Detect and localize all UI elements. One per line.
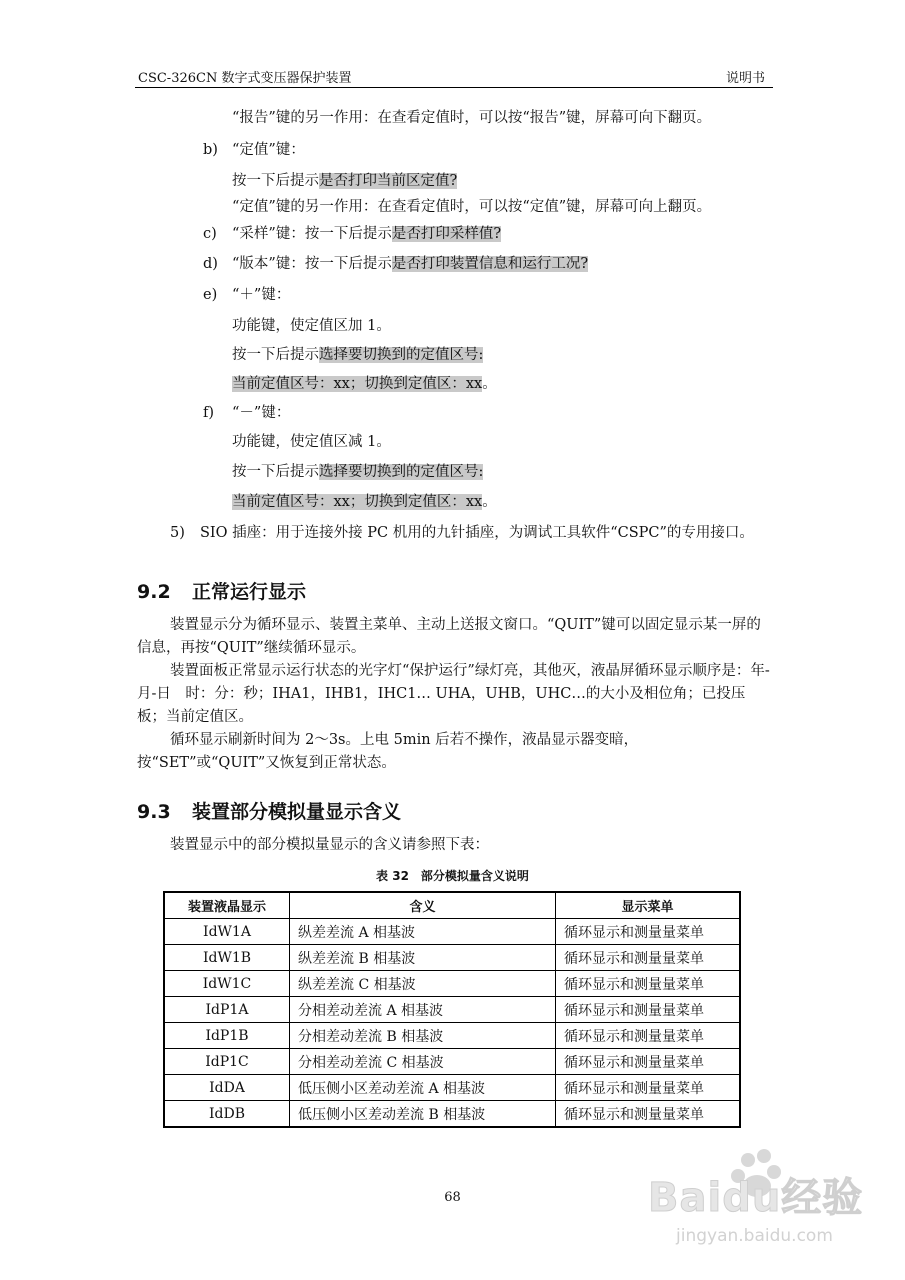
cell-display: IdW1A [164,919,290,945]
cell-meaning: 纵差差流 B 相基波 [290,945,556,971]
d-prefix: “版本”键：按一下后提示 [232,256,392,272]
f-current-end: 。 [482,494,497,510]
table-caption: 表 32 部分模拟量含义说明 [376,869,529,883]
page-number: 68 [444,1190,461,1205]
cell-menu: 循环显示和测量量菜单 [556,1075,741,1101]
cell-meaning: 分相差动差流 A 相基波 [290,997,556,1023]
section-9-3-title: 装置部分模拟量显示含义 [192,801,402,823]
item-e-title: “＋”键： [232,287,291,303]
cell-meaning: 纵差差流 A 相基波 [290,919,556,945]
e-prompt-highlight: 选择要切换到的定值区号: [319,347,484,363]
report-key-note: “报告”键的另一作用：在查看定值时，可以按“报告”键，屏幕可向下翻页。 [232,110,712,126]
cell-meaning: 纵差差流 C 相基波 [290,971,556,997]
cell-menu: 循环显示和测量量菜单 [556,1023,741,1049]
baidu-watermark [640,1148,870,1258]
section-9-2-title: 正常运行显示 [192,581,307,603]
cell-display: IdW1B [164,945,290,971]
item-b-label: b) [203,142,218,158]
table-row [164,1049,740,1075]
table-row [164,919,740,945]
section-9-3-intro: 装置显示中的部分模拟量显示的含义请参照下表： [170,837,489,853]
item-f-current [232,492,497,512]
cell-display: IdP1C [164,1049,290,1075]
item-d-text [232,254,588,274]
cell-display: IdP1B [164,1023,290,1049]
watermark-brand: Baidu经验 [648,1175,864,1221]
item-e-function: 功能键，使定值区加 1。 [232,318,391,334]
cell-menu: 循环显示和测量量菜单 [556,919,741,945]
table-row [164,971,740,997]
section-9-2-para-3: 循环显示刷新时间为 2～3s。上电 5min 后若不操作，液晶显示器变暗，按“SET”或“QUIT”又恢复到正常状态。 [137,732,639,771]
f-prompt-prefix: 按一下后提示 [232,464,319,480]
cell-meaning: 低压侧小区差动差流 B 相基波 [290,1101,556,1128]
cell-display: IdDA [164,1075,290,1101]
section-9-2-para-1: 装置显示分为循环显示、装置主菜单、主动上送报文窗口。“QUIT”键可以固定显示某一屏的信息，再按“QUIT”继续循环显示。 [137,617,761,656]
item-f-function: 功能键，使定值区减 1。 [232,434,391,450]
table-row [164,945,740,971]
table-row [164,1023,740,1049]
item-e-prompt [232,345,483,365]
prompt-highlight: 是否打印当前区定值? [319,173,458,189]
e-current-highlight: 当前定值区号：xx；切换到定值区：xx [232,376,483,392]
item-e-current [232,374,497,394]
analog-meaning-table [163,891,741,1128]
item-f-label: f) [203,405,215,421]
table-row [164,1075,740,1101]
header-divider [135,87,773,88]
item-f-title: “－”键： [232,405,291,421]
d-highlight: 是否打印装置信息和运行工况? [391,256,589,272]
cell-menu: 循环显示和测量量菜单 [556,1101,741,1128]
e-prompt-prefix: 按一下后提示 [232,347,319,363]
f-prompt-highlight: 选择要切换到的定值区号: [319,464,484,480]
item-5-text: SIO 插座：用于连接外接 PC 机用的九针插座，为调试工具软件“CSPC”的专用接口。 [200,525,754,541]
table-row [164,1101,740,1128]
table-header-row [164,892,740,919]
item-c-text [232,224,501,244]
f-current-highlight: 当前定值区号：xx；切换到定值区：xx [232,494,483,510]
item-b-prompt [232,171,457,191]
e-current-end: 。 [482,376,497,392]
cell-meaning: 低压侧小区差动差流 A 相基波 [290,1075,556,1101]
header-title: CSC-326CN 数字式变压器保护装置 [138,71,352,86]
cell-menu: 循环显示和测量量菜单 [556,945,741,971]
item-c-label: c) [203,226,217,242]
cell-menu: 循环显示和测量量菜单 [556,997,741,1023]
cell-display: IdW1C [164,971,290,997]
item-b-title: “定值”键： [232,142,305,158]
item-5-label: 5) [170,525,185,541]
item-f-prompt [232,462,483,482]
cell-meaning: 分相差动差流 C 相基波 [290,1049,556,1075]
cell-menu: 循环显示和测量量菜单 [556,1049,741,1075]
col-header-meaning: 含义 [290,892,556,919]
cell-menu: 循环显示和测量量菜单 [556,971,741,997]
col-header-display: 装置液晶显示 [164,892,290,919]
c-prefix: “采样”键：按一下后提示 [232,226,392,242]
prompt-prefix: 按一下后提示 [232,173,319,189]
c-highlight: 是否打印采样值? [391,226,502,242]
cell-meaning: 分相差动差流 B 相基波 [290,1023,556,1049]
header-doc-type: 说明书 [726,71,766,86]
table-row [164,997,740,1023]
item-e-label: e) [203,287,218,303]
col-header-menu: 显示菜单 [556,892,741,919]
item-d-label: d) [203,256,218,272]
cell-display: IdDB [164,1101,290,1128]
watermark-url: jingyan.baidu.com [676,1226,833,1246]
section-9-2-number: 9.2 [137,581,171,603]
cell-display: IdP1A [164,997,290,1023]
item-b-other-use: “定值”键的另一作用：在查看定值时，可以按“定值”键，屏幕可向上翻页。 [232,199,712,215]
section-9-3-number: 9.3 [137,801,171,823]
section-9-2-para-2: 装置面板正常显示运行状态的光字灯“保护运行”绿灯亮，其他灭，液晶屏循环显示顺序是：年-月-日 时：分：秒；IHA1，IHB1，IHC1… UHA，UHB，UHC…的大小及相位角；已投压板；当前定值区。 [137,663,770,725]
